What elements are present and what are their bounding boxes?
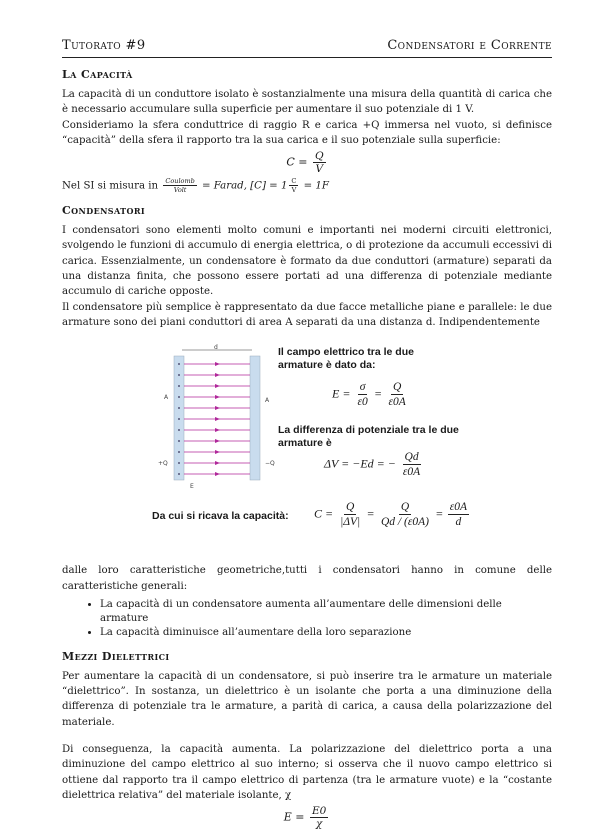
label-minus-q: −Q [265,460,275,468]
field-arrow [215,450,220,454]
field-arrow [215,439,220,443]
charge-dot [178,473,180,475]
equation-field: E = $\frac{\sigma}{\varepsilon 0}$ = $\frac{Q}{\varepsilon 0A}$ [332,381,406,409]
charge-dot [178,418,180,420]
paragraph: Il condensatore più semplice è rappresentato da due facce metalliche piane e parallele: le due armature sono dei piani conduttori di area A separati da una distanza d. Indipendentemente [62,301,552,328]
field-arrow [215,428,220,432]
bullet-list [62,598,552,640]
label-d: d [214,344,218,352]
paragraph: dalle loro caratteristiche geometriche,tutti i condensatori hanno in comune delle caratteristiche generali: [62,565,552,592]
equation-potential: ΔV = −Ed = − $\frac{Qd}{\varepsilon 0A}$ [324,451,421,479]
field-arrow [215,461,220,465]
field-arrow [215,406,220,410]
charge-dot [178,374,180,376]
figure-text-capacity: Da cui si ricava la capacità: [152,510,289,523]
right-plate [250,356,260,480]
section-heading-dielettrici: Mezzi Dielettrici [62,649,170,663]
header-left: Tutorato #9 [62,38,146,53]
paragraph: Di conseguenza, la capacità aumenta. La polarizzazione del dielettrico porta a una diminuzione del campo elettrico al suo interno; si osserva che il nuovo campo elettrico si ottiene dal rapporto tra il campo elettrico di partenza (tra le armature vuote) e la “costante dielettrica relativa” del materiale isolante, χ [62,744,552,801]
section-heading-capacita: La Capacità [62,68,133,81]
field-arrow [215,384,220,388]
equation-capacity: C = $\frac{Q}{V}$ [286,150,324,176]
capacitor-figure [62,344,552,549]
figure-text-potential: La differenza di potenziale tra le due armature è [278,424,459,450]
running-header [62,38,552,58]
paragraph: La capacità di un conduttore isolato è sostanzialmente una misura della quantità di carica che è necessario accumulare sulla superficie per aumentare il suo potenziale di 1 V. [62,89,552,116]
section-heading-condensatori: Condensatori [62,204,146,218]
list-item: • La capacità di un condensatore aumenta all’aumentare delle dimensioni delle armature [100,598,552,626]
equation-dielectric: E = $\frac{E0}{\chi}$ [283,805,327,831]
charge-dot [178,451,180,453]
label-a-left: A [164,394,169,402]
header-right: Condensatori e Corrente [387,38,552,53]
si-unit-line: Nel SI si misura in $\frac{\text{Coulomb}}{\text{Volt}}$ = Farad, [C] = 1 $\frac{C}{V}$ = 1F [62,177,329,195]
document-page [62,38,552,832]
label-e: E [190,483,194,491]
field-arrow [215,417,220,421]
equation-capacity-result: C = $\frac{Q}{|\Delta V|}$ = $\frac{Q}{Qd / (\varepsilon 0A)}$ = $\frac{\varepsilon 0A}{d}$ [314,501,468,529]
charge-dot [178,407,180,409]
field-arrow [215,362,220,366]
charge-dot [178,440,180,442]
charge-dot [178,429,180,431]
label-a-right: A [265,397,270,405]
field-arrow [215,373,220,377]
charge-dot [178,462,180,464]
paragraph: I condensatori sono elementi molto comuni e importanti nei moderni circuiti elettronici, svolgendo le funzioni di accumulo di energia elettrica, o di protezione da accumuli eccessivi di carica. Essenzialmente, un condensatore è formato da due conduttori (armature) separati da una distanza finita, che possono essere portati ad una differenza di potenziale mediante accumulo di cariche opposte. [62,225,552,298]
charge-dot [178,385,180,387]
figure-text-field: Il campo elettrico tra le due armature è dato da: [278,346,414,372]
field-lines [178,362,250,476]
paragraph: Per aumentare la capacità di un condensatore, si può inserire tra le armature un materiale “dielettrico”. In sostanza, un dielettrico è un isolante che porta a una diminuzione della differenza di potenziale tra le armature, a parità di carica, a causa della polarizzazione del materiale. [62,670,552,728]
paragraph: Consideriamo la sfera conduttrice di raggio R e carica +Q immersa nel vuoto, si definisce “capacità” della sfera il rapporto tra la sua carica e il suo potenziale sulla superficie: [62,119,552,146]
capacitor-diagram [142,344,292,494]
charge-dot [178,363,180,365]
list-item: • La capacità diminuisce all’aumentare della loro separazione [100,626,552,640]
charge-dot [178,396,180,398]
field-arrow [215,472,220,476]
field-arrow [215,395,220,399]
label-plus-q: +Q [158,460,168,468]
